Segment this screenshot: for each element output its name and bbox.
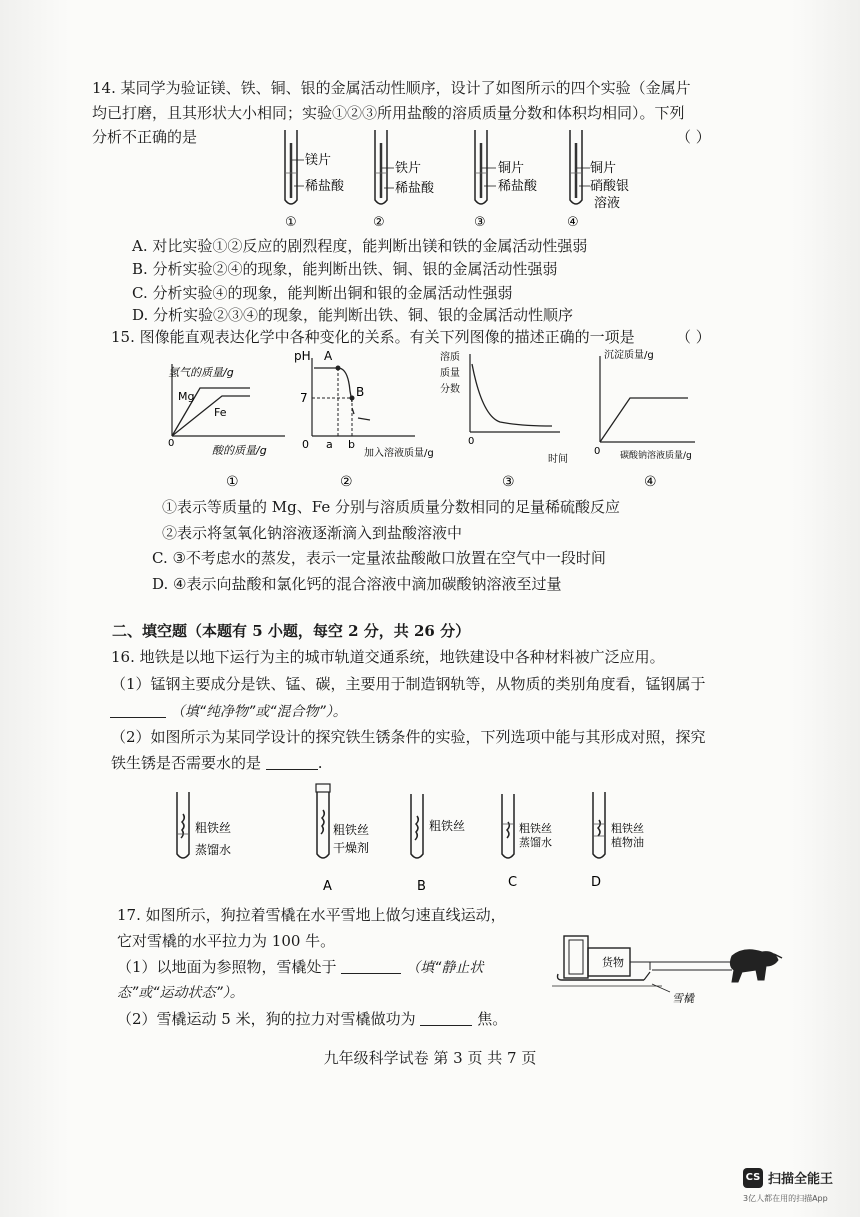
q17-part1-line1 bbox=[117, 956, 483, 979]
graph-4-ylabel: 沉淀质量/g bbox=[604, 350, 654, 361]
graph-4-xlabel: 碳酸钠溶液质量/g bbox=[620, 451, 692, 461]
rust-tube-d-label-1: 粗铁丝 bbox=[611, 822, 644, 835]
q14-line3: 分析不正确的是 bbox=[92, 128, 198, 146]
rust-tube-d-letter: D bbox=[591, 875, 602, 890]
q17-part2-text: （2）雪橇运动 5 米，狗的拉力对雪橇做功为 bbox=[117, 1010, 416, 1028]
graph-2-ylabel: pH bbox=[294, 349, 311, 363]
tube-3-label-solution: 稀盐酸 bbox=[498, 179, 538, 194]
q16-blank-1[interactable] bbox=[110, 703, 166, 718]
graph-3-origin: 0 bbox=[468, 436, 475, 447]
tube-1-number: ① bbox=[285, 215, 297, 230]
q14-option-a: A. 对比实验①②反应的剧烈程度，能判断出镁和铁的金属活动性强弱 bbox=[132, 237, 588, 255]
q16-part1-line1: （1）锰钢主要成分是铁、锰、碳，主要用于制造钢轨等，从物质的类别角度看，锰钢属于 bbox=[111, 675, 706, 693]
tube-3-number: ③ bbox=[474, 215, 486, 230]
graph-2-number: ② bbox=[340, 474, 353, 490]
tube-2-iron bbox=[373, 130, 435, 230]
q17-figure-sled-label: 雪橇 bbox=[672, 992, 694, 1005]
scanner-app-name: 扫描全能王 bbox=[768, 1172, 834, 1187]
q14-option-b: B. 分析实验②④的现象，能判断出铁、铜、银的金属活动性强弱 bbox=[132, 260, 558, 278]
tube-2-label-solution: 稀盐酸 bbox=[395, 181, 435, 196]
tube-4-number: ④ bbox=[567, 215, 579, 230]
rust-tube-a-label-2: 干燥剂 bbox=[333, 841, 370, 855]
rust-tube-reference bbox=[177, 792, 231, 858]
graph-3-ylabel-1: 溶质 bbox=[440, 352, 460, 363]
graph-2-tick-a: a bbox=[326, 438, 333, 451]
graph-2-origin: 0 bbox=[302, 438, 309, 451]
q17-stem-2: 它对雪橇的水平拉力为 100 牛。 bbox=[117, 932, 336, 950]
graph-2 bbox=[294, 349, 434, 490]
tube-4-label-solution-2: 溶液 bbox=[594, 196, 621, 211]
q16-part1-hint: （填“纯净物”或“混合物”）。 bbox=[170, 704, 347, 720]
q17-part2-unit: 焦。 bbox=[477, 1010, 508, 1028]
rust-tube-reference-label-1: 粗铁丝 bbox=[195, 821, 232, 835]
rust-tube-b bbox=[411, 794, 465, 894]
q15-option-c: C. ③不考虑水的蒸发，表示一定量浓盐酸敞口放置在空气中一段时间 bbox=[152, 549, 606, 567]
graph-1-series-mg: Mg bbox=[178, 390, 195, 403]
rust-tube-c-label-1: 粗铁丝 bbox=[519, 822, 552, 835]
graph-4-number: ④ bbox=[644, 474, 657, 490]
q17-stem-1: 17. 如图所示，狗拉着雪橇在水平雪地上做匀速直线运动， bbox=[117, 906, 506, 924]
q15-option-b: ②表示将氢氧化钠溶液逐渐滴入到盐酸溶液中 bbox=[162, 524, 463, 542]
rust-tube-a-letter: A bbox=[323, 879, 332, 894]
graph-4 bbox=[594, 348, 695, 490]
rust-tube-c-letter: C bbox=[508, 875, 518, 890]
q15-answer-paren: （ ） bbox=[676, 328, 711, 346]
q17-part1-line2: 态”或“运动状态”）。 bbox=[117, 985, 244, 1001]
rust-tube-a bbox=[316, 784, 369, 894]
rust-tube-d-label-2: 植物油 bbox=[611, 836, 644, 849]
q14-option-c: C. 分析实验④的现象，能判断出铜和银的金属活动性强弱 bbox=[132, 284, 513, 302]
graph-2-tick-7: 7 bbox=[300, 391, 308, 405]
tube-3-copper bbox=[474, 130, 538, 230]
q16-part2-line1: （2）如图所示为某同学设计的探究铁生锈条件的实验，下列选项中能与其形成对照，探究 bbox=[111, 728, 706, 746]
rust-tube-d bbox=[591, 792, 644, 890]
q14-line1: 14. 某同学为验证镁、铁、铜、银的金属活动性顺序，设计了如图所示的四个实验（金属片 bbox=[92, 79, 691, 97]
q17-part2 bbox=[117, 1008, 507, 1030]
graph-2-point-a: A bbox=[324, 349, 333, 363]
q16-part1-line2 bbox=[110, 700, 347, 723]
rust-tube-c bbox=[502, 794, 552, 890]
q16-rust-tubes-figure bbox=[165, 782, 665, 894]
rust-tube-c-label-2: 蒸馏水 bbox=[519, 836, 552, 849]
tube-2-label-metal: 铁片 bbox=[395, 161, 422, 176]
q17-dog-sled-figure bbox=[552, 930, 792, 1010]
q15-graphs-figure bbox=[160, 346, 720, 492]
page-footer: 九年级科学试卷 第 3 页 共 7 页 bbox=[323, 1049, 537, 1067]
tube-4-label-solution: 硝酸银 bbox=[590, 179, 630, 194]
q17-part1-hint: （填“静止状 bbox=[406, 960, 484, 976]
q14-test-tubes-figure bbox=[270, 128, 650, 236]
q17-blank-2[interactable] bbox=[420, 1011, 472, 1026]
graph-1-ylabel: 氢气的质量/g bbox=[168, 366, 234, 379]
q16-part2-text: 铁生锈是否需要水的是 bbox=[111, 754, 262, 772]
graph-3-xlabel: 时间 bbox=[548, 454, 568, 465]
tube-4-label-metal: 铜片 bbox=[590, 161, 617, 176]
q17-part1-text: （1）以地面为参照物，雪橇处于 bbox=[117, 958, 337, 976]
scanner-logo-icon: CS bbox=[743, 1168, 763, 1188]
q15-option-d: D. ④表示向盐酸和氯化钙的混合溶液中滴加碳酸钠溶液至过量 bbox=[152, 575, 562, 593]
graph-2-tick-b: b bbox=[348, 438, 355, 451]
q16-part2-line2: 铁生锈是否需要水的是 . bbox=[111, 754, 323, 772]
graph-3 bbox=[440, 350, 568, 490]
graph-2-xlabel: 加入溶液质量/g bbox=[364, 448, 434, 459]
q15-option-a: ①表示等质量的 Mg、Fe 分别与溶质质量分数相同的足量稀硫酸反应 bbox=[162, 498, 620, 516]
graph-1 bbox=[168, 364, 285, 490]
tube-1-label-solution: 稀盐酸 bbox=[305, 179, 345, 194]
q14-option-d: D. 分析实验②③④的现象，能判断出铁、铜、银的金属活动性顺序 bbox=[132, 306, 574, 324]
tube-3-label-metal: 铜片 bbox=[498, 161, 525, 176]
tube-1-magnesium bbox=[285, 130, 345, 230]
rust-tube-b-label-1: 粗铁丝 bbox=[429, 819, 466, 833]
q14-answer-paren: （ ） bbox=[676, 128, 711, 146]
graph-4-origin: 0 bbox=[594, 446, 601, 457]
q16-blank-2[interactable] bbox=[266, 755, 318, 770]
graph-2-point-b: B bbox=[356, 385, 365, 399]
graph-1-series-fe: Fe bbox=[214, 406, 227, 419]
tube-2-number: ② bbox=[373, 215, 385, 230]
rust-tube-b-letter: B bbox=[417, 879, 426, 894]
graph-3-ylabel-2: 质量 bbox=[440, 368, 460, 379]
rust-tube-reference-label-2: 蒸馏水 bbox=[195, 843, 232, 857]
q17-figure-cargo-label: 货物 bbox=[602, 956, 624, 969]
q15-stem: 15. 图像能直观表达化学中各种变化的关系。有关下列图像的描述正确的一项是 bbox=[111, 328, 635, 346]
tube-4-copper-silver-nitrate bbox=[567, 130, 629, 230]
graph-3-ylabel-3: 分数 bbox=[440, 384, 460, 395]
rust-tube-a-label-1: 粗铁丝 bbox=[333, 823, 370, 837]
graph-1-origin: 0 bbox=[168, 438, 175, 449]
graph-1-xlabel: 酸的质量/g bbox=[212, 444, 267, 457]
section-2-title: 二、填空题（本题有 5 小题，每空 2 分，共 26 分） bbox=[112, 622, 471, 640]
q16-stem: 16. 地铁是以地下运行为主的城市轨道交通系统，地铁建设中各种材料被广泛应用。 bbox=[111, 648, 665, 666]
scanner-app-tagline: 3亿人都在用的扫描App bbox=[743, 1194, 828, 1203]
graph-1-number: ① bbox=[226, 474, 239, 490]
tube-1-label-metal: 镁片 bbox=[305, 153, 332, 168]
q14-line2: 均已打磨，且其形状大小相同；实验①②③所用盐酸的溶质质量分数和体积均相同）。下列 bbox=[92, 104, 685, 122]
graph-3-number: ③ bbox=[502, 474, 515, 490]
q17-blank-1[interactable] bbox=[341, 959, 401, 974]
